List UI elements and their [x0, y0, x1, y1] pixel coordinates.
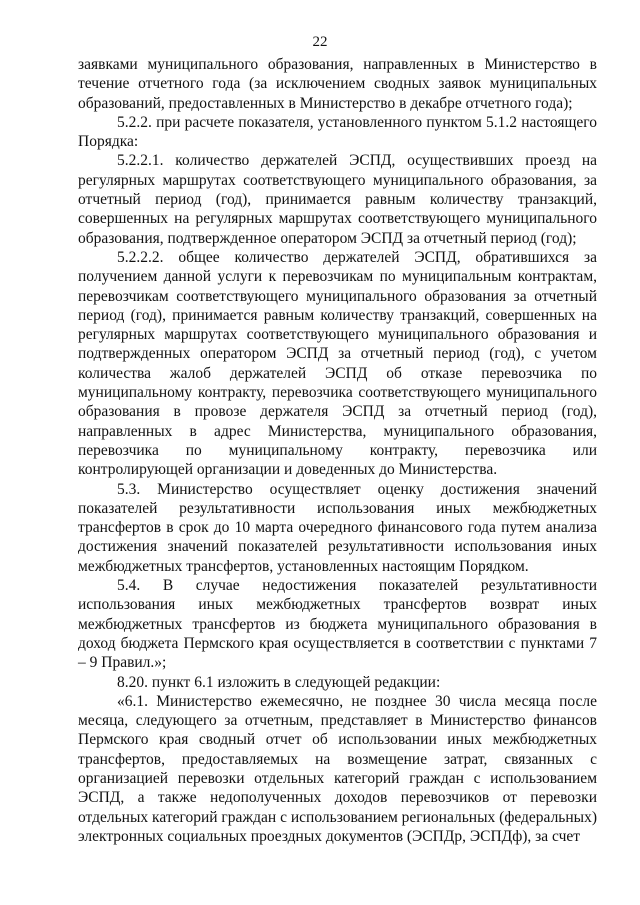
paragraph-5-2-2: 5.2.2. при расчете показателя, установленного пунктом 5.1.2 настоящего Порядка: [78, 113, 597, 151]
paragraph-5-3: 5.3. Министерство осуществляет оценку достижения значений показателей результативности использования иных межбюджетных трансфертов в срок до 10 марта очередного финансового года путем анализа достижения значений показателей результативности использования иных межбюджетных трансфертов, установленных настоящим Порядком. [78, 480, 597, 575]
paragraph-8-20: 8.20. пункт 6.1 изложить в следующей редакции: [117, 673, 441, 691]
paragraph-continuation: заявками муниципального образования, направленных в Министерство в течение отчетного года (за исключением сводных заявок муниципальных образований, предоставленных в Министерство в декабре отчетного года); [78, 56, 597, 112]
paragraph-5-2-2-2: 5.2.2.2. общее количество держателей ЭСПД, обратившихся за получением данной услуги к перевозчикам по муниципальным контрактам, перевозчикам соответствующего муниципального образования за отчетный период (год), принимается равным количеству транзакций, совершенных на регулярных маршрутах соответствующего муниципального образования и подтвержденных оператором ЭСПД за отчетный период (год), с учетом количества жалоб держателей ЭСПД об отказе перевозчика по муниципальному контракту, перевозчика соответствующего муниципального образования в провозе держателя ЭСПД за отчетный период (год), направленных в адрес Министерства, муниципального образования, перевозчика по муниципальному контракту, перевозчика или контролирующей организации и доведенных до Министерства. [78, 248, 597, 479]
paragraph-5-2-2-1: 5.2.2.1. количество держателей ЭСПД, осуществивших проезд на регулярных маршрутах соответствующего муниципального образования, за отчетный период (год), принимается равным количеству транзакций, совершенных на регулярных маршрутах соответствующего муниципального образования, подтвержденное оператором ЭСПД за отчетный период (год); [78, 152, 597, 247]
paragraph-6-1: «6.1. Министерство ежемесячно, не позднее 30 числа месяца после месяца, следующего за отчетным, представляет в Министерство финансов Пермского края сводный отчет об использовании иных межбюджетных трансфертов, предоставляемых на возмещение затрат, связанных с организацией перевозки отдельных категорий граждан с использованием ЭСПД, а также недополученных доходов перевозчиков от перевозки отдельных категорий граждан с использованием региональных (федеральных) электронных социальных проездных документов (ЭСПДр, ЭСПДф), за счет [78, 692, 597, 845]
page-number: 22 [312, 34, 328, 50]
document-body [78, 55, 597, 846]
paragraph-5-4: 5.4. В случае недостижения показателей результативности использования иных межбюджетных трансфертов возврат иных межбюджетных трансфертов из бюджета муниципального образования в доход бюджета Пермского края осуществляется в соответствии с пунктами 7 – 9 Правил.»; [78, 577, 597, 672]
